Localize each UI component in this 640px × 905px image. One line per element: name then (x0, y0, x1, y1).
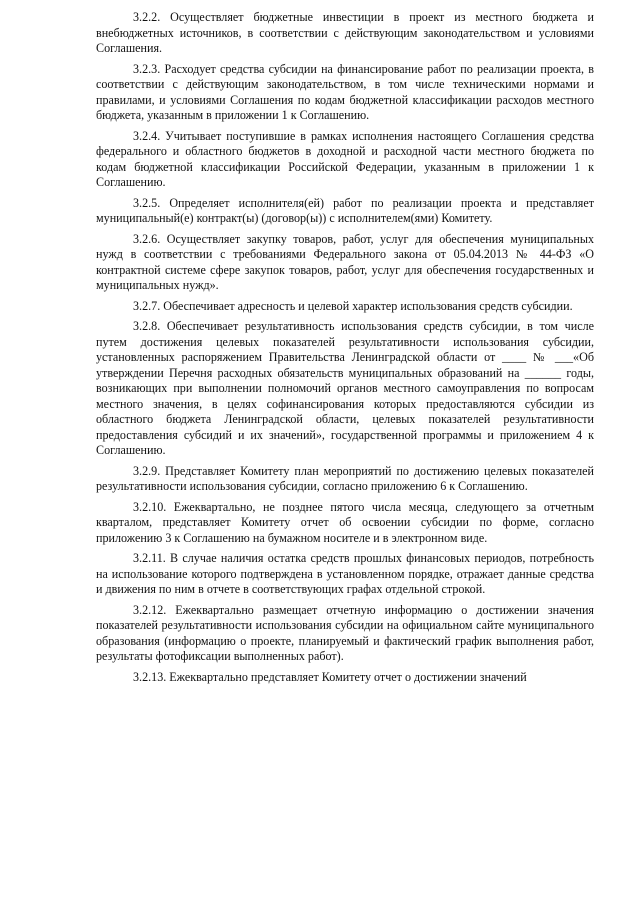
document-body (96, 10, 594, 685)
paragraph-3-2-12: 3.2.12. Ежеквартально размещает отчетную информацию о достижении значения показателей результативности использования субсидии на официальном сайте муниципального образования (информацию о проекте, планируемый и фактический график выполнения работ, результаты фотофиксации выполненных работ). (96, 602, 594, 663)
paragraph-3-2-5: 3.2.5. Определяет исполнителя(ей) работ по реализации проекта и представляет муниципальный(е) контракт(ы) (договор(ы)) с исполнителем(ями) Комитету. (96, 195, 594, 225)
paragraph-3-2-6: 3.2.6. Осуществляет закупку товаров, работ, услуг для обеспечения муниципальных нужд в соответствии с требованиями Федерального закона от 05.04.2013 № 44-ФЗ «О контрактной системе сфере закупок товаров, работ, услуг для обеспечения государственных и муниципальных нужд». (96, 231, 594, 292)
paragraph-3-2-9: 3.2.9. Представляет Комитету план мероприятий по достижению целевых показателей результативности использования субсидии, согласно приложению 6 к Соглашению. (96, 463, 594, 493)
paragraph-3-2-7: 3.2.7. Обеспечивает адресность и целевой характер использования средств субсидии. (133, 298, 573, 313)
paragraph-3-2-10: 3.2.10. Ежеквартально, не позднее пятого числа месяца, следующего за отчетным кварталом, представляет Комитету отчет об освоении субсидии по форме, согласно приложению 3 к Соглашению на бумажном носителе и в электронном виде. (96, 499, 594, 545)
paragraph-3-2-13: 3.2.13. Ежеквартально представляет Комитету отчет о достижении значений (133, 669, 527, 684)
paragraph-3-2-8: 3.2.8. Обеспечивает результативность использования средств субсидии, в том числе путем достижения целевых показателей результативности использования субсидии, установленных распоряжением Правительства Ленинградской области от ____ № ___«Об утверждении Перечня расходных обязательств муниципальных образований на ______ годы, возникающих при выполнении полномочий органов местного самоуправления по вопросам местного значения, в целях софинансирования которых предоставляются субсидии из областного бюджета Ленинградской области, целевых показателей результативности предоставления субсидий и их значений», государственной программы и приложением 4 к Соглашению. (96, 319, 594, 457)
paragraph-3-2-3: 3.2.3. Расходует средства субсидии на финансирование работ по реализации проекта, в соответствии с действующим законодательством, в том числе техническими нормами и правилами, и условиями Соглашения по кодам бюджетной классификации расходов местного бюджета, указанным в приложении 1 к Соглашению. (96, 61, 594, 122)
paragraph-3-2-4: 3.2.4. Учитывает поступившие в рамках исполнения настоящего Соглашения средства федерального и областного бюджетов в доходной и расходной части местного бюджета по кодам бюджетной классификации Российской Федерации, указанным в приложении 1 к Соглашению. (96, 128, 594, 189)
paragraph-3-2-11: 3.2.11. В случае наличия остатка средств прошлых финансовых периодов, потребность на использование которого подтверждена в установленном порядке, отражает данные средства и движения по ним в отчете в соответствующих графах отдельной строкой. (96, 551, 594, 596)
paragraph-3-2-2: 3.2.2. Осуществляет бюджетные инвестиции в проект из местного бюджета и внебюджетных источников, в соответствии с действующим законодательством и условиями Соглашения. (96, 10, 594, 55)
